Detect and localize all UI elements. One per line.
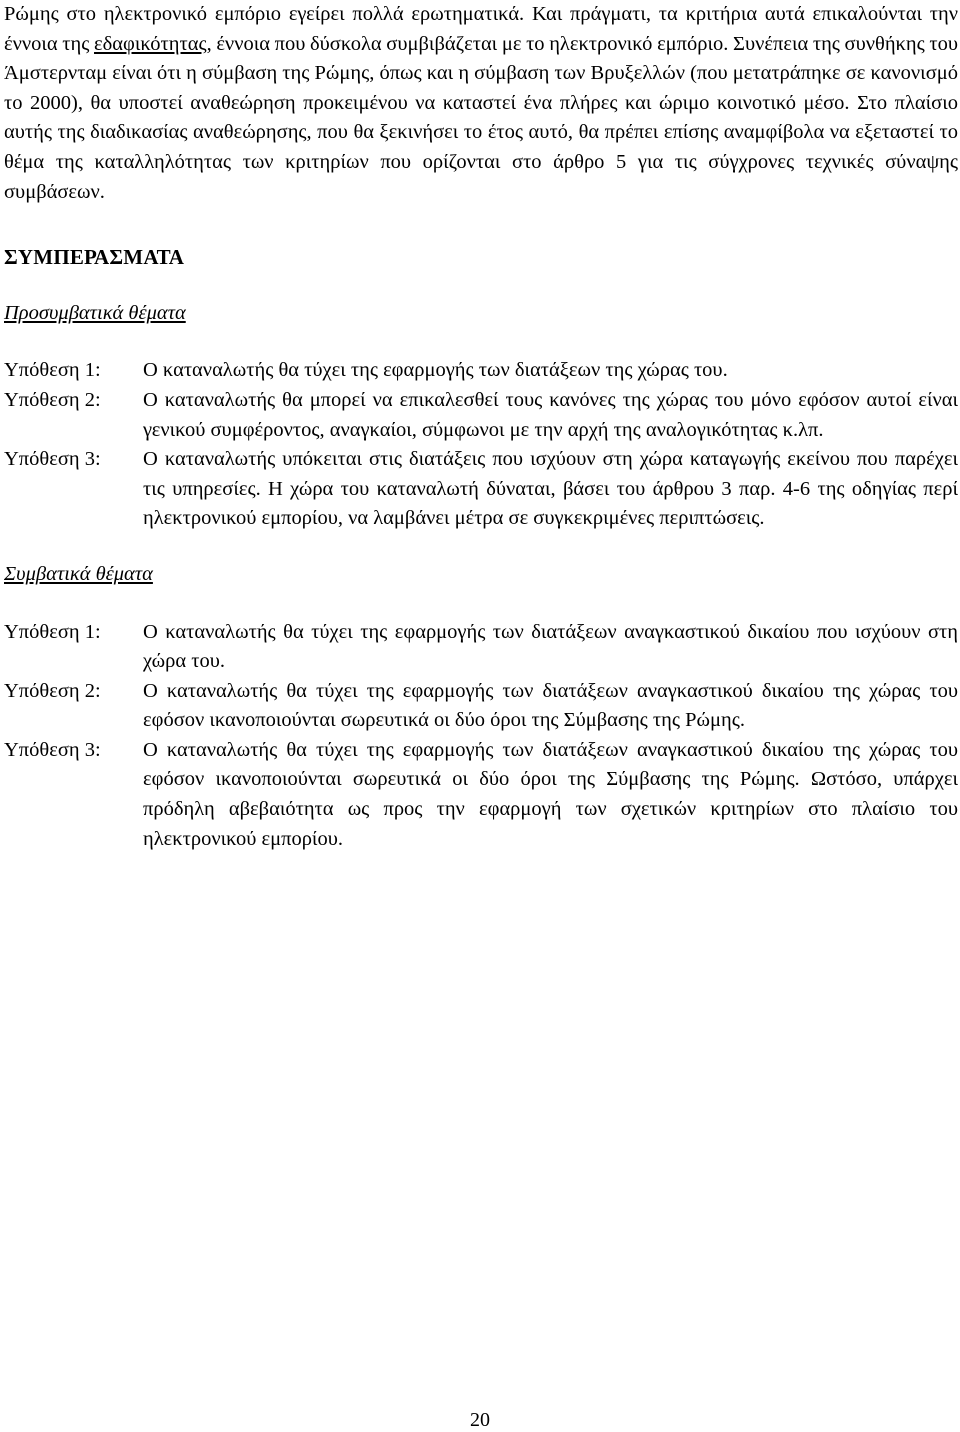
hypothesis-text: Ο καταναλωτής θα τύχει της εφαρμογής των διατάξεων της χώρας του. [143,359,728,382]
pre-contractual-title: Προσυμβατικά θέματα [4,301,186,324]
hypothesis-label: Υπόθεση 1: [4,359,101,382]
hypothesis-label: Υπόθεση 2: [4,679,101,702]
intro-paragraph [4,0,958,207]
hypothesis-text: Ο καταναλωτής θα τύχει της εφαρμογής των διατάξεων αναγκαστικού δικαίου της χώρας του εφόσον ικανοποιούνται σωρευτικά οι δύο όροι της Σύμβασης της Ρώμης. Ωστόσο, υπάρχει πρόδηλη αβεβαιότητα ως προς την εφαρμογή των σχετικών κριτηρίων στο πλαίσιο του ηλεκτρονικού εμπορίου. [143,738,958,850]
contractual-item-2 [4,677,958,736]
contractual-item-3 [4,736,958,854]
intro-text-start: Ρώμης στο ηλεκτρονικό εμπόριο εγείρει πολλά ερωτηματικά. Και πράγματι, τα κριτήρια αυτά επικαλούνται την έννοια της [4,3,958,55]
hypothesis-text: Ο καταναλωτής θα τύχει της εφαρμογής των διατάξεων αναγκαστικού δικαίου της χώρας του εφόσον ικανοποιούνται σωρευτικά οι δύο όροι της Σύμβασης της Ρώμης. [143,679,958,732]
intro-text-end: , έννοια που δύσκολα συμβιβάζεται με το ηλεκτρονικό εμπόριο. Συνέπεια της συνθήκης του Άμστερνταμ είναι ότι η σύμβαση της Ρώμης, όπως και η σύμβαση των Βρυξελλών (που μετατράπηκε σε κανονισμό το 2000), θα υποστεί αναθεώρηση προκειμένου να καταστεί ένα πλήρες και ώριμο κοινοτικό μέσο. Στο πλαίσιο αυτής της διαδικασίας αναθεώρησης, που θα ξεκινήσει το έτος αυτό, θα πρέπει επίσης αναμφίβολα να εξεταστεί το θέμα της καταλληλότητας των κριτηρίων που ορίζονται στο άρθρο 5 για τις σύγχρονες τεχνικές σύναψης συμβάσεων. [4,32,958,203]
hypothesis-label: Υπόθεση 1: [4,620,101,643]
hypothesis-text: Ο καταναλωτής θα τύχει της εφαρμογής των διατάξεων αναγκαστικού δικαίου που ισχύουν στη χώρα του. [143,620,958,673]
hypothesis-label: Υπόθεση 3: [4,738,101,761]
document-page [4,0,958,854]
pre-contractual-item-1 [4,356,958,386]
contractual-item-1 [4,618,958,677]
pre-contractual-item-3 [4,445,958,534]
pre-contractual-item-2 [4,386,958,445]
pre-contractual-list [4,356,958,534]
conclusions-heading: ΣΥΜΠΕΡΑΣΜΑΤΑ [4,245,185,270]
hypothesis-label: Υπόθεση 3: [4,448,101,471]
hypothesis-label: Υπόθεση 2: [4,388,101,411]
contractual-list [4,618,958,855]
hypothesis-text: Ο καταναλωτής θα μπορεί να επικαλεσθεί τους κανόνες της χώρας του μόνο εφόσον αυτοί είναι γενικού συμφέροντος, αναγκαίοι, σύμφωνοι με την αρχή της αναλογικότητας κ.λπ. [143,388,958,441]
intro-underlined-term: εδαφικότητας [94,32,207,55]
hypothesis-text: Ο καταναλωτής υπόκειται στις διατάξεις που ισχύουν στη χώρα καταγωγής εκείνου που παρέχει τις υπηρεσίες. Η χώρα του καταναλωτή δύναται, βάσει του άρθρου 3 παρ. 4-6 της οδηγίας περί ηλεκτρονικού εμπορίου, να λαμβάνει μέτρα σε συγκεκριμένες περιπτώσεις. [143,448,958,530]
page-number: 20 [470,1409,490,1431]
contractual-title: Συμβατικά θέματα [4,562,153,585]
